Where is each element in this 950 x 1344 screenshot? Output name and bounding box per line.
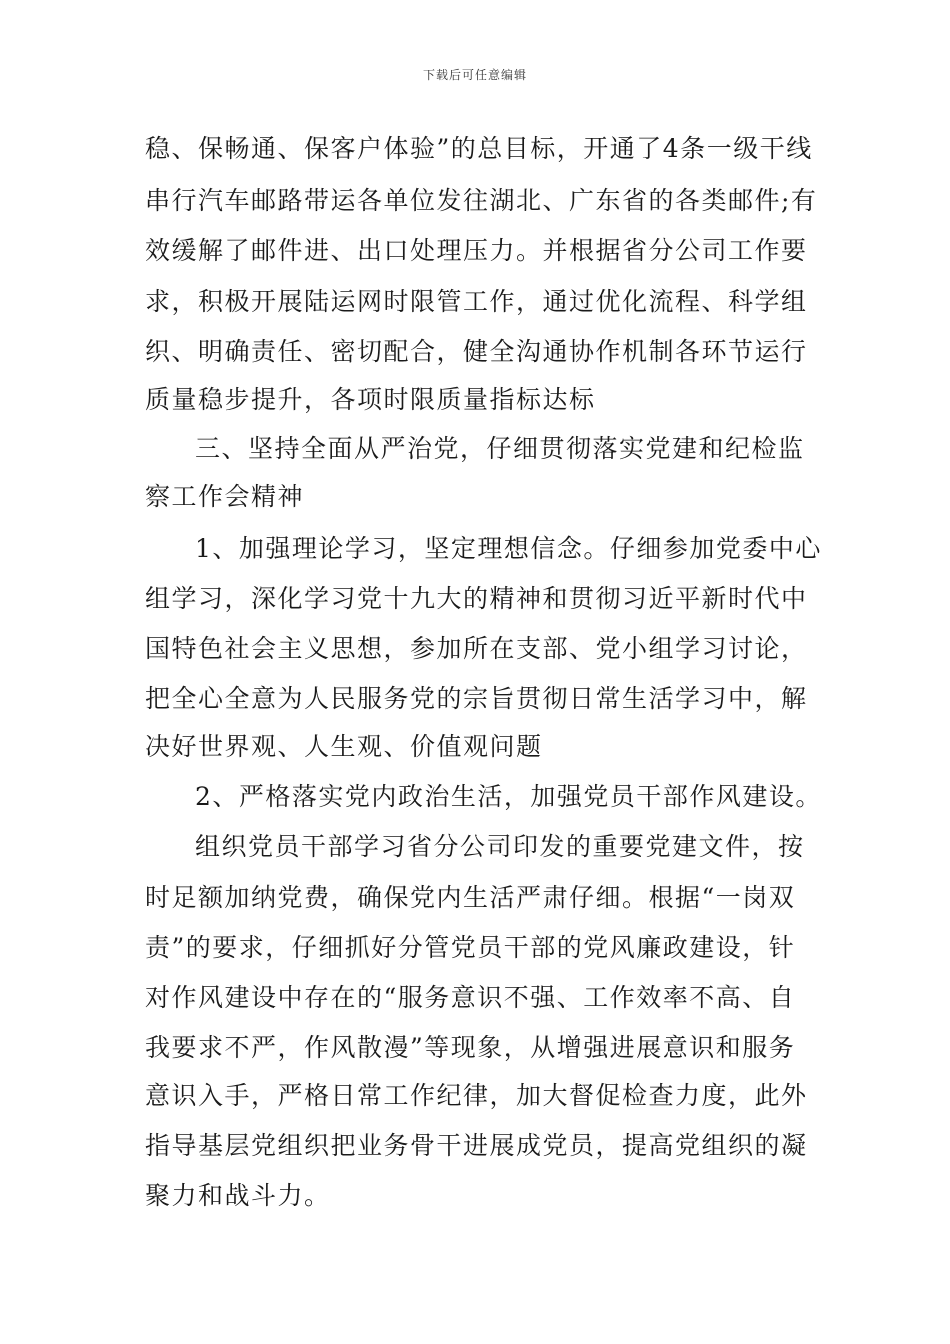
text-line: 织、明确责任、密切配合，健全沟通协作机制各环节运行 <box>145 337 808 366</box>
paragraph-start: 1、加强理论学习，坚定理想信念。仔细参加党委中心 <box>195 534 822 563</box>
text-line: 质量稳步提升，各项时限质量指标达标 <box>145 385 596 414</box>
section-heading-continued: 察工作会精神 <box>145 482 305 511</box>
paragraph-start: 2、严格落实党内政治生活，加强党员干部作风建设。 <box>195 782 822 811</box>
text-line: 我要求不严，作风散漫”等现象，从增强进展意识和服务 <box>145 1033 796 1062</box>
text-line: 国特色社会主义思想，参加所在支部、党小组学习讨论， <box>145 634 808 663</box>
text-line: 把全心全意为人民服务党的宗旨贯彻日常生活学习中，解 <box>145 684 808 713</box>
editable-note: 下载后可任意编辑 <box>422 68 527 82</box>
text-line: 聚力和战斗力。 <box>145 1181 331 1210</box>
section-heading: 三、坚持全面从严治党，仔细贯彻落实党建和纪检监 <box>195 434 805 463</box>
text-line: 效缓解了邮件进、出口处理压力。并根据省分公司工作要 <box>145 236 808 265</box>
text-line: 稳、保畅通、保客户体验”的总目标，开通了4条一级干线 <box>145 134 813 163</box>
text-line: 时足额加纳党费，确保党内生活严肃仔细。根据“一岗双 <box>145 883 796 912</box>
text-line: 对作风建设中存在的“服务意识不强、工作效率不高、自 <box>145 983 796 1012</box>
text-line: 求，积极开展陆运网时限管工作，通过优化流程、科学组 <box>145 287 808 316</box>
text-line: 责”的要求，仔细抓好分管党员干部的党风廉政建设，针 <box>145 933 796 962</box>
text-line: 决好世界观、人生观、价值观问题 <box>145 732 543 761</box>
text-line: 意识入手，严格日常工作纪律，加大督促检查力度，此外 <box>145 1081 808 1110</box>
text-line: 组学习，深化学习党十九大的精神和贯彻习近平新时代中 <box>145 584 808 613</box>
paragraph-start: 组织党员干部学习省分公司印发的重要党建文件，按 <box>195 832 805 861</box>
text-line: 指导基层党组织把业务骨干进展成党员，提高党组织的凝 <box>145 1131 808 1160</box>
text-line: 串行汽车邮路带运各单位发往湖北、广东省的各类邮件;有 <box>145 186 818 215</box>
